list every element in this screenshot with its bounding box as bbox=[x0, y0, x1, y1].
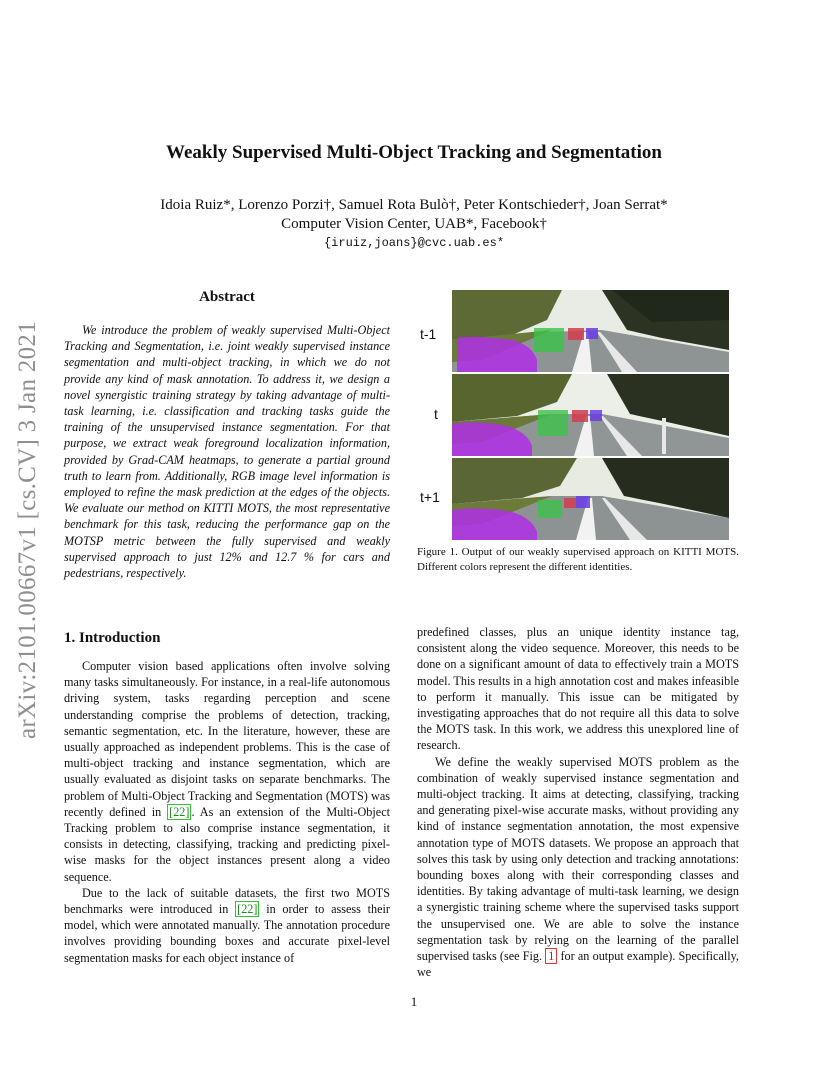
intro-paragraph-2-text-b: in order to assess their model, which were annotated manually. The annotation procedure involves providing bounding boxes and accurate pixel-level segmentation masks for each object instance of bbox=[64, 902, 390, 965]
frame-label-t-plus-1: t+1 bbox=[420, 489, 440, 505]
contact-email[interactable]: {iruiz,joans}@cvc.uab.es* bbox=[323, 236, 505, 250]
frame-label-t: t bbox=[434, 406, 438, 422]
abstract-heading: Abstract bbox=[199, 289, 255, 305]
citation-link-22[interactable]: [22] bbox=[237, 902, 258, 917]
video-frame-t-minus-1 bbox=[452, 290, 729, 372]
figure-1-caption: Figure 1. Output of our weakly supervised approach on KITTI MOTS. Different colors represent the different identities. bbox=[417, 546, 739, 573]
right-column-body bbox=[417, 624, 739, 980]
paper-title: Weakly Supervised Multi-Object Tracking and Segmentation bbox=[166, 142, 662, 163]
figure-1 bbox=[420, 290, 730, 542]
video-frame-t bbox=[452, 374, 729, 456]
author-names: Idoia Ruiz*, Lorenzo Porzi†, Samuel Rota Bulò†, Peter Kontschieder†, Joan Serrat* bbox=[160, 197, 668, 213]
intro-paragraph-2 bbox=[64, 885, 390, 966]
right-paragraph-2-text-b: for an output example). Specifically, we bbox=[417, 949, 739, 980]
author-block bbox=[0, 196, 828, 234]
right-paragraph-2 bbox=[417, 754, 739, 981]
arxiv-identifier bbox=[8, 300, 48, 760]
right-paragraph-2-text-a: We define the weakly supervised MOTS problem as the combination of weakly supervised instance segmentation and multi-object tracking. It aims at detecting, classifying, tracking and generating pixel-wise accurate masks, without providing any kind of instance segmentation annotation, the most expensive annotation type of MOTS datasets. We propose an approach that solves this task by using only detection and tracking annotations: bounding boxes along with their corresponding classes and identities. By taking advantage of multi-task learning, we design a synergistic training scheme where the supervised tasks support the unsupervised one. We are able to solve the instance segmentation task by relying on the learning of the parallel supervised tasks (see Fig. bbox=[417, 754, 739, 964]
left-column-body bbox=[64, 658, 390, 966]
abstract-text: We introduce the problem of weakly supervised Multi-Object Tracking and Segmentation, i.e. joint weakly supervised instance segmentation and multi-object tracking, in which we do not provide any kind of mask annotation. To address it, we design a novel synergistic training strategy by taking advantage of multi-task learning, i.e. classification and tracking tasks guide the training of the unsupervised instance segmentation. For that purpose, we extract weak foreground localization information, provided by Grad-CAM heatmaps, to generate a partial ground truth to learn from. Additionally, RGB image level information is employed to refine the mask prediction at the edges of the objects. We evaluate our method on KITTI MOTS, the most representative benchmark for this task, reducing the performance gap on the MOTSP metric between the fully supervised and weakly supervised approach to just 12% and 12.7 % for cars and pedestrians, respectively. bbox=[64, 323, 390, 581]
intro-paragraph-1 bbox=[64, 658, 390, 885]
arxiv-identifier-text: arXiv:2101.00667v1 [cs.CV] 3 Jan 2021 bbox=[14, 321, 41, 739]
citation-link-22[interactable]: [22] bbox=[169, 804, 190, 819]
video-frame-t-plus-1 bbox=[452, 458, 729, 540]
intro-paragraph-2-text-a: Due to the lack of suitable datasets, the first two MOTS benchmarks were introduced in bbox=[64, 885, 390, 917]
right-paragraph-1: predefined classes, plus an unique identity instance tag, consistent along the video sequence. Moreover, this needs to be done on a significant amount of data to effectively train a MOTS model. This results in a high annotation cost and makes infeasible to perform it manually. This issue can be mitigated by investigating approaches that do not require all this data to solve the MOTS task. In this work, we address this unexplored line of research. bbox=[417, 625, 739, 753]
introduction-heading: 1. Introduction bbox=[64, 630, 161, 646]
page-number: 1 bbox=[410, 994, 418, 1009]
affiliations: Computer Vision Center, UAB*, Facebook† bbox=[281, 216, 547, 232]
frame-label-t-minus-1: t-1 bbox=[420, 326, 437, 342]
figure-ref-link[interactable]: 1 bbox=[545, 948, 557, 964]
intro-paragraph-1-text-b: . As an extension of the Multi-Object Tracking problem to also comprise instance segmentation, it consists in detecting, classifying, tracking and predicting pixel-wise masks for the object instances present along a video sequence. bbox=[64, 804, 390, 884]
intro-paragraph-1-text-a: Computer vision based applications often involve solving many tasks simultaneously. For instance, in a real-life autonomous driving system, tasks regarding perception and scene understanding comprise the problems of detection, tracking, semantic segmentation, etc. In the literature, however, these are usually approached as independent problems. This is the case of multi-object tracking and instance segmentation, which are usually evaluated as disjoint tasks on separate benchmarks. The problem of Multi-Object Tracking and Segmentation (MOTS) was recently defined in bbox=[64, 659, 390, 819]
